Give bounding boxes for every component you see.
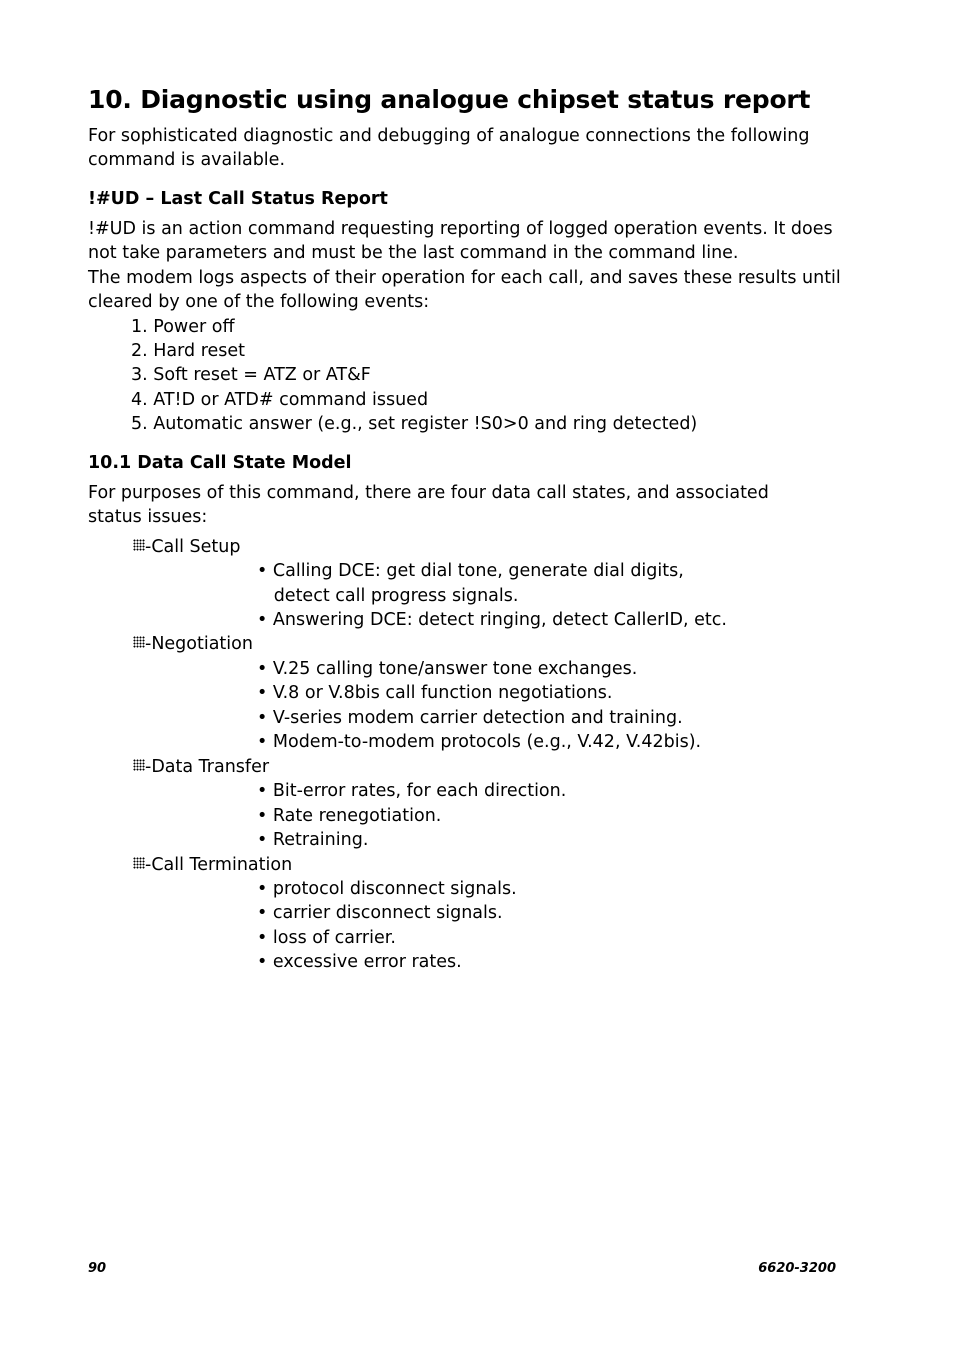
event-list-item: 2. Hard reset — [131, 341, 246, 361]
intro-line-2: command is available. — [88, 150, 286, 170]
state-bullet: • Retraining. — [257, 830, 369, 850]
state-label: -Negotiation — [145, 634, 253, 654]
page-heading: 10. Diagnostic using analogue chipset status report — [88, 85, 811, 114]
event-list-item: 5. Automatic answer (e.g., set register !S0>0 and ring detected) — [131, 414, 698, 434]
state-bullet: • carrier disconnect signals. — [257, 903, 503, 923]
state-bullet: • Bit-error rates, for each direction. — [257, 781, 567, 801]
event-list-item: 4. AT!D or ATD# command issued — [131, 390, 429, 410]
command-paragraph-2-line-1: The modem logs aspects of their operation for each call, and saves these results until — [88, 268, 841, 288]
state-bullet-continuation: detect call progress signals. — [257, 586, 519, 606]
state-model-title: 10.1 Data Call State Model — [88, 453, 352, 473]
state-bullet: • protocol disconnect signals. — [257, 879, 517, 899]
event-list-item: 1. Power off — [131, 317, 235, 337]
event-list-item: 3. Soft reset = ATZ or AT&F — [131, 365, 371, 385]
intro-line-1: For sophisticated diagnostic and debugging of analogue connections the following — [88, 126, 810, 146]
page-number: 90 — [88, 1261, 107, 1276]
state-bullet: • loss of carrier. — [257, 928, 396, 948]
command-paragraph-1-line-1: !#UD is an action command requesting reporting of logged operation events. It does — [88, 219, 833, 239]
state-bullet: • Rate renegotiation. — [257, 806, 442, 826]
state-bullet: • excessive error rates. — [257, 952, 462, 972]
state-bullet: • Calling DCE: get dial tone, generate dial digits, — [257, 561, 684, 581]
state-data-transfer — [133, 755, 269, 779]
state-bullet: • Modem-to-modem protocols (e.g., V.42, V.42bis). — [257, 732, 702, 752]
state-label: -Call Termination — [145, 855, 293, 875]
state-bullet: • V.25 calling tone/answer tone exchanges. — [257, 659, 638, 679]
state-label: -Call Setup — [145, 537, 241, 557]
document-code: 6620-3200 — [758, 1261, 836, 1276]
state-model-intro-line-2: status issues: — [88, 507, 208, 527]
dotted-grid-icon — [133, 636, 145, 648]
state-call-setup — [133, 535, 240, 559]
state-model-intro-line-1: For purposes of this command, there are four data call states, and associated — [88, 483, 769, 503]
state-call-termination — [133, 853, 292, 877]
dotted-grid-icon — [133, 857, 145, 869]
dotted-grid-icon — [133, 759, 145, 771]
state-negotiation — [133, 632, 253, 656]
state-bullet: • Answering DCE: detect ringing, detect CallerID, etc. — [257, 610, 727, 630]
command-paragraph-1-line-2: not take parameters and must be the last command in the command line. — [88, 243, 739, 263]
command-paragraph-2-line-2: cleared by one of the following events: — [88, 292, 430, 312]
state-bullet: • V-series modem carrier detection and training. — [257, 708, 683, 728]
dotted-grid-icon — [133, 539, 145, 551]
state-bullet: • V.8 or V.8bis call function negotiations. — [257, 683, 613, 703]
command-section-title: !#UD – Last Call Status Report — [88, 189, 388, 209]
state-label: -Data Transfer — [145, 757, 270, 777]
